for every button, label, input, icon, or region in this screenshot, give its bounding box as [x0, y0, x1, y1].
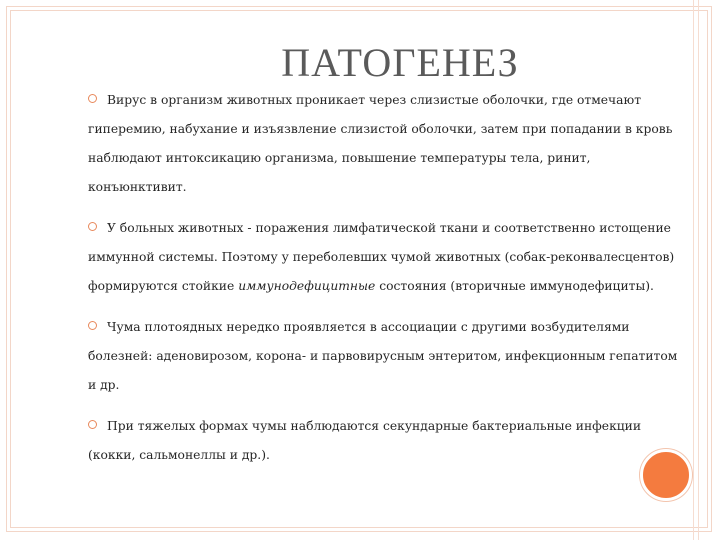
decorative-orange-circle [640, 449, 692, 501]
paragraph-text: При тяжелых формах чумы наблюдаются секундарные бактериальные инфекции (кокки, сальмонеллы и др.). [88, 419, 642, 462]
paragraph-secondary-infections [88, 412, 688, 470]
slide-content [88, 86, 688, 482]
paragraph-text: состояния (вторичные иммунодефициты). [375, 279, 654, 293]
bullet-circle-icon [88, 94, 97, 103]
paragraph-text: Чума плотоядных нередко проявляется в ассоциации с другими возбудителями болезней: аденовирозом, корона- и парвовирусным энтеритом, инфекционным гепатитом и др. [88, 320, 678, 392]
decorative-vertical-line [693, 0, 694, 540]
slide-title: ПАТОГЕНЕЗ [281, 40, 519, 85]
paragraph-immune-damage [88, 214, 688, 301]
paragraph-associations [88, 313, 688, 400]
paragraph-text: У больных животных - поражения лимфатической ткани и соответственно истощение иммунной системы. Поэтому у переболевших чумой животных (собак-реконвалесцентов) формируются стойкие [88, 221, 675, 293]
paragraph-pathogenesis-entry [88, 86, 688, 202]
decorative-vertical-line [698, 0, 699, 540]
bullet-circle-icon [88, 420, 97, 429]
paragraph-emphasis: иммунодефицитные [238, 279, 376, 293]
paragraph-text: Вирус в организм животных проникает через слизистые оболочки, где отмечают гиперемию, набухание и изъязвление слизистой оболочки, затем при попадании в кровь наблюдают интоксикацию организма, повышение температуры тела, ринит, конъюнктивит. [88, 93, 673, 194]
bullet-circle-icon [88, 321, 97, 330]
bullet-circle-icon [88, 222, 97, 231]
